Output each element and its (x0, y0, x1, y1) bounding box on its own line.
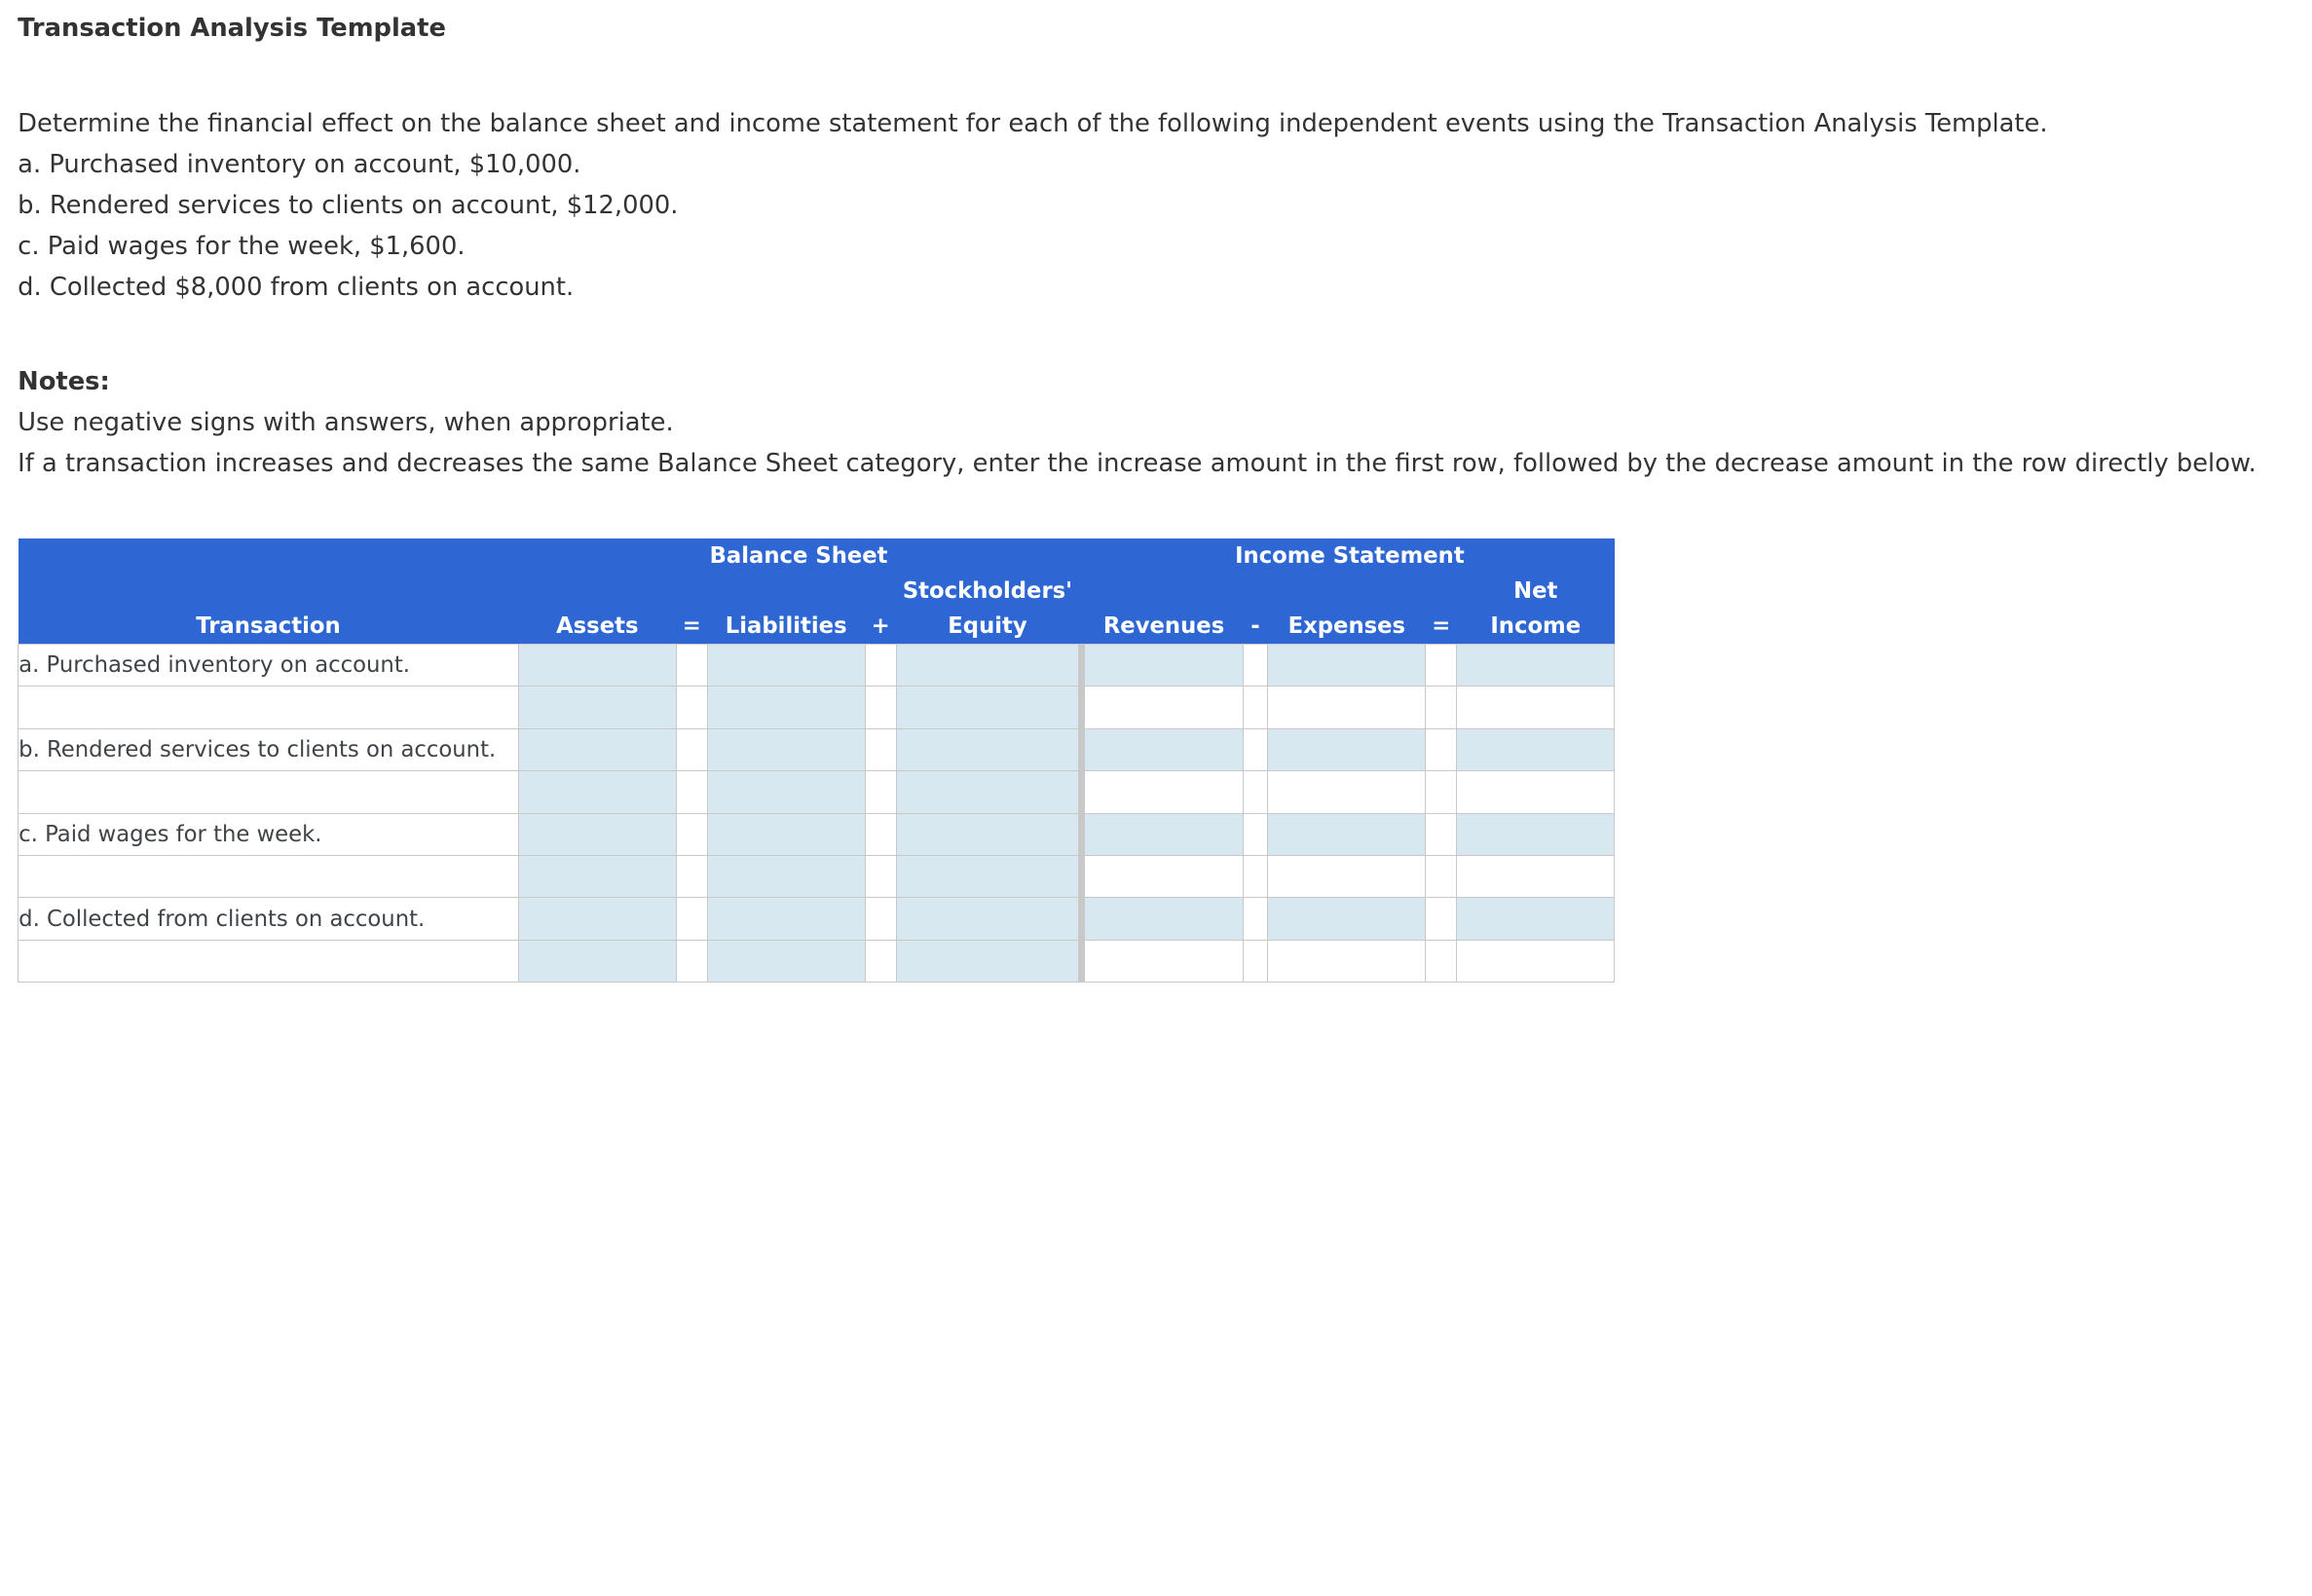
col-header-equity: Equity (896, 609, 1079, 644)
header-blank (518, 574, 896, 609)
transaction-label-empty (19, 940, 519, 982)
transaction-label-empty (19, 687, 519, 728)
group-header-income-statement: Income Statement (1085, 538, 1615, 574)
header-net: Net (1457, 574, 1615, 609)
col-header-equals: = (676, 609, 707, 644)
liabilities-input[interactable] (707, 728, 865, 770)
header-blank (19, 574, 519, 609)
table-row (19, 855, 1615, 897)
table-row (19, 940, 1615, 982)
plus-cell (865, 644, 896, 686)
table-row (19, 771, 1615, 813)
col-header-transaction: Transaction (19, 609, 519, 644)
transaction-label-empty (19, 771, 519, 813)
minus-cell (1243, 898, 1268, 940)
plus-cell (865, 771, 896, 813)
equals-cell (676, 813, 707, 855)
table-row (19, 728, 1615, 770)
equity-input[interactable] (896, 687, 1079, 728)
revenues-cell (1085, 771, 1243, 813)
revenues-input[interactable] (1085, 728, 1243, 770)
note-line: Use negative signs with answers, when appropriate. (18, 408, 674, 438)
minus-cell (1243, 813, 1268, 855)
revenues-cell (1085, 687, 1243, 728)
revenues-input[interactable] (1085, 898, 1243, 940)
transaction-analysis-table (18, 538, 1615, 983)
equity-input[interactable] (896, 855, 1079, 897)
transaction-label: c. Paid wages for the week. (19, 813, 519, 855)
revenues-cell (1085, 855, 1243, 897)
plus-cell (865, 687, 896, 728)
net-income-cell (1457, 940, 1615, 982)
expenses-cell (1268, 855, 1426, 897)
expenses-input[interactable] (1268, 644, 1426, 686)
expenses-cell (1268, 771, 1426, 813)
equity-input[interactable] (896, 771, 1079, 813)
equals-cell (1426, 644, 1457, 686)
equals-cell (1426, 687, 1457, 728)
equity-input[interactable] (896, 940, 1079, 982)
minus-cell (1243, 855, 1268, 897)
note-line: If a transaction increases and decreases the same Balance Sheet category, enter the increase amount in the first row, followed by the decrease amount in the row directly below. (18, 449, 2256, 479)
expenses-input[interactable] (1268, 898, 1426, 940)
header-blank (19, 538, 519, 574)
col-header-minus: - (1243, 609, 1268, 644)
group-header-balance-sheet: Balance Sheet (518, 538, 1079, 574)
equity-input[interactable] (896, 813, 1079, 855)
notes-heading: Notes: (18, 367, 110, 397)
instructions-intro: Determine the financial effect on the balance sheet and income statement for each of the following independent events using the Transaction Analysis Template. (18, 109, 2048, 139)
minus-cell (1243, 771, 1268, 813)
transaction-label: a. Purchased inventory on account. (19, 644, 519, 686)
net-income-cell (1457, 687, 1615, 728)
liabilities-input[interactable] (707, 771, 865, 813)
table-row (19, 898, 1615, 940)
transaction-label: d. Collected from clients on account. (19, 898, 519, 940)
revenues-input[interactable] (1085, 813, 1243, 855)
col-header-assets: Assets (518, 609, 676, 644)
net-income-input[interactable] (1457, 728, 1615, 770)
liabilities-input[interactable] (707, 940, 865, 982)
revenues-input[interactable] (1085, 644, 1243, 686)
transaction-label-empty (19, 855, 519, 897)
equals-cell (676, 728, 707, 770)
header-blank (1085, 574, 1457, 609)
col-header-plus: + (865, 609, 896, 644)
col-header-liabilities: Liabilities (707, 609, 865, 644)
transaction-label: b. Rendered services to clients on account. (19, 728, 519, 770)
col-header-net-income: Income (1457, 609, 1615, 644)
plus-cell (865, 898, 896, 940)
header-stockholders: Stockholders' (896, 574, 1079, 609)
minus-cell (1243, 728, 1268, 770)
equals-cell (676, 771, 707, 813)
net-income-cell (1457, 771, 1615, 813)
liabilities-input[interactable] (707, 813, 865, 855)
event-item: b. Rendered services to clients on account, $12,000. (18, 191, 679, 221)
assets-input[interactable] (518, 687, 676, 728)
expenses-cell (1268, 940, 1426, 982)
revenues-cell (1085, 940, 1243, 982)
equals-cell (676, 898, 707, 940)
equity-input[interactable] (896, 728, 1079, 770)
expenses-cell (1268, 687, 1426, 728)
net-income-cell (1457, 855, 1615, 897)
net-income-input[interactable] (1457, 813, 1615, 855)
table-row (19, 687, 1615, 728)
col-header-revenues: Revenues (1085, 609, 1243, 644)
col-header-equals: = (1426, 609, 1457, 644)
net-income-input[interactable] (1457, 644, 1615, 686)
equals-cell (1426, 940, 1457, 982)
event-item: a. Purchased inventory on account, $10,000. (18, 150, 581, 180)
plus-cell (865, 728, 896, 770)
plus-cell (865, 855, 896, 897)
instructions (18, 103, 2047, 308)
equity-input[interactable] (896, 898, 1079, 940)
plus-cell (865, 813, 896, 855)
notes (18, 361, 2256, 484)
liabilities-input[interactable] (707, 855, 865, 897)
assets-input[interactable] (518, 898, 676, 940)
assets-input[interactable] (518, 940, 676, 982)
equals-cell (676, 855, 707, 897)
plus-cell (865, 940, 896, 982)
net-income-input[interactable] (1457, 898, 1615, 940)
table-row (19, 644, 1615, 686)
equals-cell (1426, 813, 1457, 855)
equals-cell (676, 940, 707, 982)
minus-cell (1243, 940, 1268, 982)
event-item: c. Paid wages for the week, $1,600. (18, 232, 466, 262)
equals-cell (1426, 855, 1457, 897)
equals-cell (1426, 771, 1457, 813)
equity-input[interactable] (896, 644, 1079, 686)
liabilities-input[interactable] (707, 898, 865, 940)
assets-input[interactable] (518, 813, 676, 855)
assets-input[interactable] (518, 728, 676, 770)
page-title: Transaction Analysis Template (18, 13, 446, 43)
minus-cell (1243, 644, 1268, 686)
assets-input[interactable] (518, 771, 676, 813)
equals-cell (676, 644, 707, 686)
equals-cell (676, 687, 707, 728)
liabilities-input[interactable] (707, 687, 865, 728)
equals-cell (1426, 728, 1457, 770)
assets-input[interactable] (518, 644, 676, 686)
expenses-input[interactable] (1268, 813, 1426, 855)
expenses-input[interactable] (1268, 728, 1426, 770)
table-row (19, 813, 1615, 855)
col-header-expenses: Expenses (1268, 609, 1426, 644)
liabilities-input[interactable] (707, 644, 865, 686)
event-item: d. Collected $8,000 from clients on account. (18, 273, 575, 303)
minus-cell (1243, 687, 1268, 728)
assets-input[interactable] (518, 855, 676, 897)
equals-cell (1426, 898, 1457, 940)
